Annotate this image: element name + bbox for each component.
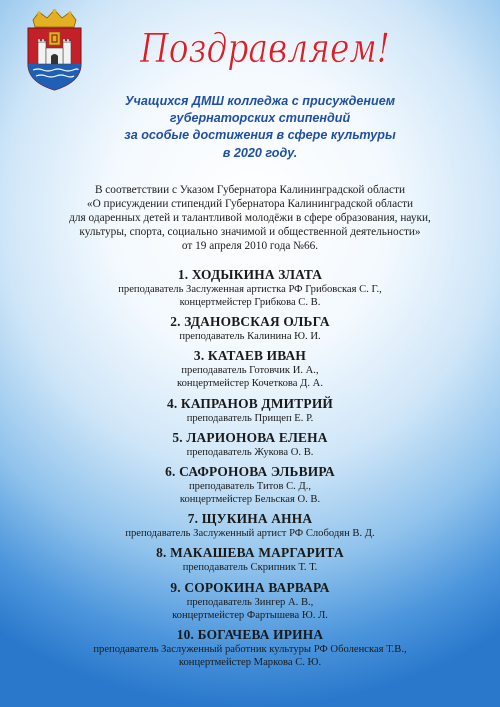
- award-teacher: преподаватель Калинина Ю. И.: [179, 331, 321, 343]
- award-item: [20, 267, 480, 309]
- intro-line: за особые достижения в сфере культуры: [124, 128, 396, 143]
- award-item: [20, 464, 480, 506]
- award-name: 8. МАКАШЕВА МАРГАРИТА: [156, 545, 344, 561]
- award-item: [20, 545, 480, 574]
- award-teacher: концертмейстер Фартышева Ю. Л.: [172, 609, 328, 621]
- award-teacher: концертмейстер Бельская О. В.: [179, 493, 321, 505]
- award-teacher: концертмейстер Маркова С. Ю.: [178, 656, 322, 668]
- award-name: 5. ЛАРИОНОВА ЕЛЕНА: [172, 429, 328, 445]
- decree-line: культуры, спорта, социально значимой и общественной деятельности»: [79, 226, 421, 239]
- award-teacher: преподаватель Готовчик И. А.,: [181, 365, 319, 377]
- intro-block: [60, 93, 460, 162]
- award-item: [20, 430, 480, 459]
- decree-block: [40, 183, 460, 253]
- award-teacher: преподаватель Прищеп Е. Р.: [186, 412, 314, 424]
- award-teacher: концертмейстер Грибкова С. В.: [179, 297, 321, 308]
- award-name: 6. САФРОНОВА ЭЛЬВИРА: [165, 463, 335, 479]
- intro-line: в 2020 году.: [222, 145, 298, 160]
- coat-of-arms-icon: [23, 8, 86, 92]
- award-teacher: преподаватель Скрипник Т. Т.: [182, 562, 318, 574]
- award-name: 7. ЩУКИНА АННА: [187, 511, 313, 527]
- award-teacher: преподаватель Заслуженная артистка РФ Грибовская С. Г.,: [118, 284, 382, 295]
- award-name: 9. СОРОКИНА ВАРВАРА: [170, 579, 330, 595]
- award-teacher: преподаватель Жукова О. В.: [186, 446, 314, 458]
- award-teacher: преподаватель Зингер А. В.,: [186, 596, 314, 608]
- intro-line: губернаторских стипендий: [169, 111, 351, 126]
- award-name: 10. БОГАЧЕВА ИРИНА: [176, 626, 324, 642]
- award-name: 1. ХОДЫКИНА ЗЛАТА: [177, 267, 323, 282]
- award-teacher: преподаватель Заслуженный работник культуры РФ Оболенская Т.В.,: [93, 643, 407, 655]
- award-list: [20, 267, 480, 669]
- headline-text: Поздравляем!: [139, 26, 390, 72]
- decree-line: «О присуждении стипендий Губернатора Калининградской области: [86, 198, 414, 211]
- award-teacher: преподаватель Титов С. Д.,: [188, 480, 311, 492]
- decree-line: для одаренных детей и талантливой молодёжи в сфере образования, науки,: [69, 212, 431, 225]
- award-item: [20, 627, 480, 669]
- headline-script: [130, 14, 400, 80]
- award-item: [20, 511, 480, 540]
- award-item: [20, 580, 480, 622]
- award-name: 3. КАТАЕВ ИВАН: [193, 348, 307, 364]
- award-teacher: концертмейстер Кочеткова Д. А.: [177, 378, 323, 390]
- award-item: [20, 314, 480, 343]
- award-name: 4. КАПРАНОВ ДМИТРИЙ: [166, 395, 334, 411]
- award-name: 2. ЗДАНОВСКАЯ ОЛЬГА: [170, 314, 330, 330]
- decree-line: В соответствии с Указом Губернатора Калининградской области: [94, 184, 406, 196]
- award-teacher: преподаватель Заслуженный артист РФ Слободян В. Д.: [125, 528, 375, 540]
- decree-line: от 19 апреля 2010 года №66.: [181, 240, 319, 253]
- award-item: [20, 396, 480, 425]
- award-item: [20, 348, 480, 390]
- intro-line: Учащихся ДМШ колледжа с присуждением: [124, 94, 396, 108]
